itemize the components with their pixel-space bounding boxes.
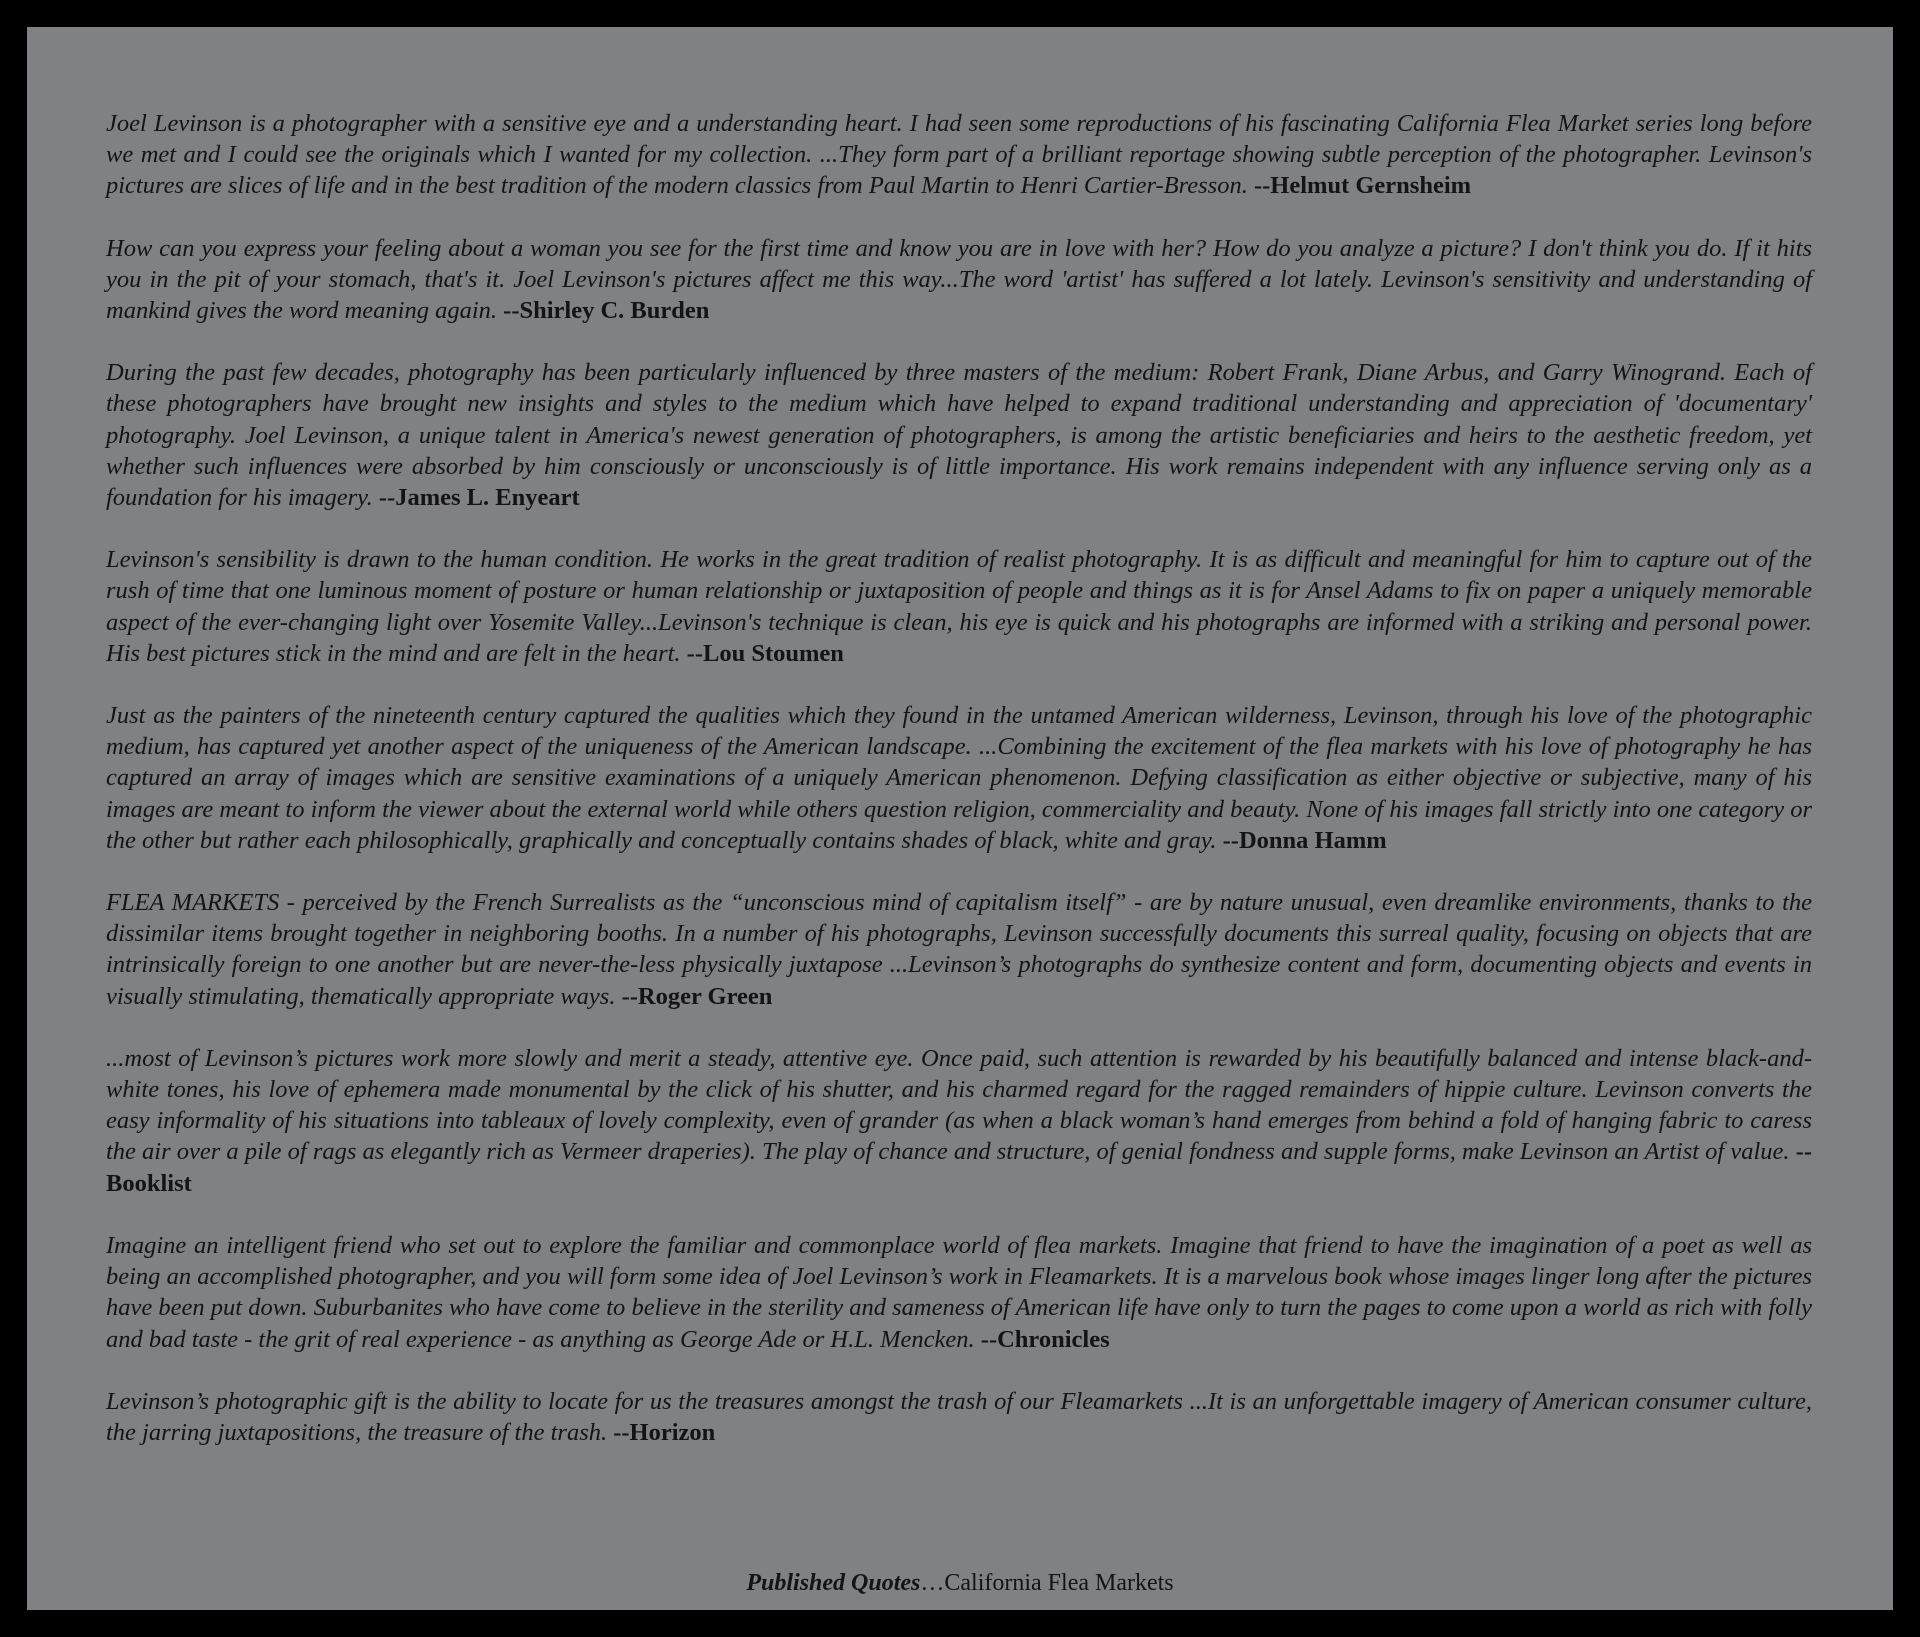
footer-subtitle: California Flea Markets: [944, 1570, 1174, 1596]
quote-text: During the past few decades, photography has been particularly influenced by three masters of the medium: Robert Frank, Diane Arbus, and Garry Winogrand. Each of these photographers have brought new insights and styles to the medium which have helped to expand traditional understanding and appreciation of 'documentary' photography. Joel Levinson, a unique talent in America's newest generation of photographers, is among the artistic beneficiaries and heirs to the aesthetic freedom, yet whether such influences were absorbed by him consciously or unconsciously is of little importance. His work remains independent with any influence serving only as a foundation for his imagery.: [106, 359, 1812, 512]
quote-gernsheim: [106, 108, 1812, 202]
footer-ellipsis: …: [920, 1570, 945, 1596]
quote-green: [106, 887, 1812, 1012]
quote-author: --Chronicles: [980, 1325, 1110, 1353]
quote-text: How can you express your feeling about a woman you see for the first time and know you are in love with her? How do you analyze a picture? I don't think you do. If it hits you in the pit of your stomach, that's it. Joel Levinson's pictures affect me this way...The word 'artist' has suffered a lot lately. Levinson's sensitivity and understanding of mankind gives the word meaning again.: [106, 234, 1812, 325]
quote-stoumen: [106, 544, 1812, 669]
footer-title: Published Quotes: [746, 1570, 921, 1596]
page-frame: [27, 27, 1893, 1610]
quote-author: --Lou Stoumen: [686, 639, 844, 667]
quote-burden: [106, 233, 1812, 327]
quote-author: --Shirley C. Burden: [503, 297, 710, 325]
quote-author: --Roger Green: [621, 982, 773, 1010]
quotes-list: [106, 108, 1812, 1479]
quote-horizon: [106, 1386, 1812, 1448]
quote-text: Levinson's sensibility is drawn to the human condition. He works in the great tradition of realist photography. It is as difficult and meaningful for him to capture out of the rush of time that one luminous moment of posture or human relationship or juxtaposition of people and things as it is for Ansel Adams to fix on paper a uniquely memorable aspect of the ever-changing light over Yosemite Valley...Levinson's technique is clean, his eye is quick and his photographs are informed with a striking and personal power. His best pictures stick in the mind and are felt in the heart.: [106, 546, 1812, 667]
quote-hamm: [106, 700, 1812, 856]
quote-author: --Helmut Gernsheim: [1253, 172, 1472, 200]
quote-text: FLEA MARKETS - perceived by the French Surrealists as the “unconscious mind of capitalism itself” - are by nature unusual, even dreamlike environments, thanks to the dissimilar items brought together in neighboring booths. In a number of his photographs, Levinson successfully documents this surreal quality, focusing on objects that are intrinsically foreign to one another but are never-the-less physically juxtapose ...Levinson’s photographs do synthesize content and form, documenting objects and events in visually stimulating, thematically appropriate ways.: [106, 889, 1812, 1010]
quote-author: --Donna Hamm: [1222, 826, 1387, 854]
quote-text: ...most of Levinson’s pictures work more slowly and merit a steady, attentive eye. Once paid, such attention is rewarded by his beautifully balanced and intense black-and-white tones, his love of ephemera made monumental by the click of his shutter, and his charmed regard for the ragged remainders of hippie culture. Levinson converts the easy informality of his situations into tableaux of lovely complexity, even of grander (as when a black woman’s hand emerges from behind a fold of hanging fabric to caress the air over a pile of rags as elegantly rich as Vermeer draperies). The play of chance and structure, of genial fondness and supple forms, make Levinson an Artist of value.: [106, 1044, 1812, 1166]
page-footer: [27, 1570, 1893, 1597]
quote-text: Joel Levinson is a photographer with a sensitive eye and a understanding heart. I had seen some reproductions of his fascinating California Flea Market series long before we met and I could see the originals which I wanted for my collection. ...They form part of a brilliant reportage showing subtle perception of the photographer. Levinson's pictures are slices of life and in the best tradition of the modern classics from Paul Martin to Henri Cartier-Bresson.: [106, 110, 1812, 200]
quote-enyeart: [106, 357, 1812, 513]
quote-author: --James L. Enyeart: [378, 484, 580, 512]
quote-text: Just as the painters of the nineteenth century captured the qualities which they found in the untamed American wilderness, Levinson, through his love of the photographic medium, has captured yet another aspect of the uniqueness of the American landscape. ...Combining the excitement of the flea markets with his love of photography he has captured an array of images which are sensitive examinations of a uniquely American phenomenon. Defying classification as either objective or subjective, many of his images are meant to inform the viewer about the external world while others question religion, commerciality and beauty. None of his images fall strictly into one category or the other but rather each philosophically, graphically and conceptually contains shades of black, white and gray.: [106, 702, 1812, 854]
quote-author: --Booklist: [106, 1138, 1812, 1197]
quote-text: Imagine an intelligent friend who set out to explore the familiar and commonplace world of flea markets. Imagine that friend to have the imagination of a poet as well as being an accomplished photographer, and you will form some idea of Joel Levinson’s work in Fleamarkets. It is a marvelous book whose images linger long after the pictures have been put down. Suburbanites who have come to believe in the sterility and sameness of American life have only to turn the pages to come upon a world as rich with folly and bad taste - the grit of real experience - as anything as George Ade or H.L. Mencken.: [106, 1231, 1812, 1353]
quote-booklist: [106, 1043, 1812, 1199]
quote-text: Levinson’s photographic gift is the ability to locate for us the treasures amongst the trash of our Fleamarkets ...It is an unforgettable imagery of American consumer culture, the jarring juxtapositions, the treasure of the trash.: [106, 1387, 1812, 1446]
quote-chronicles: [106, 1230, 1812, 1355]
quote-author: --Horizon: [613, 1418, 716, 1446]
